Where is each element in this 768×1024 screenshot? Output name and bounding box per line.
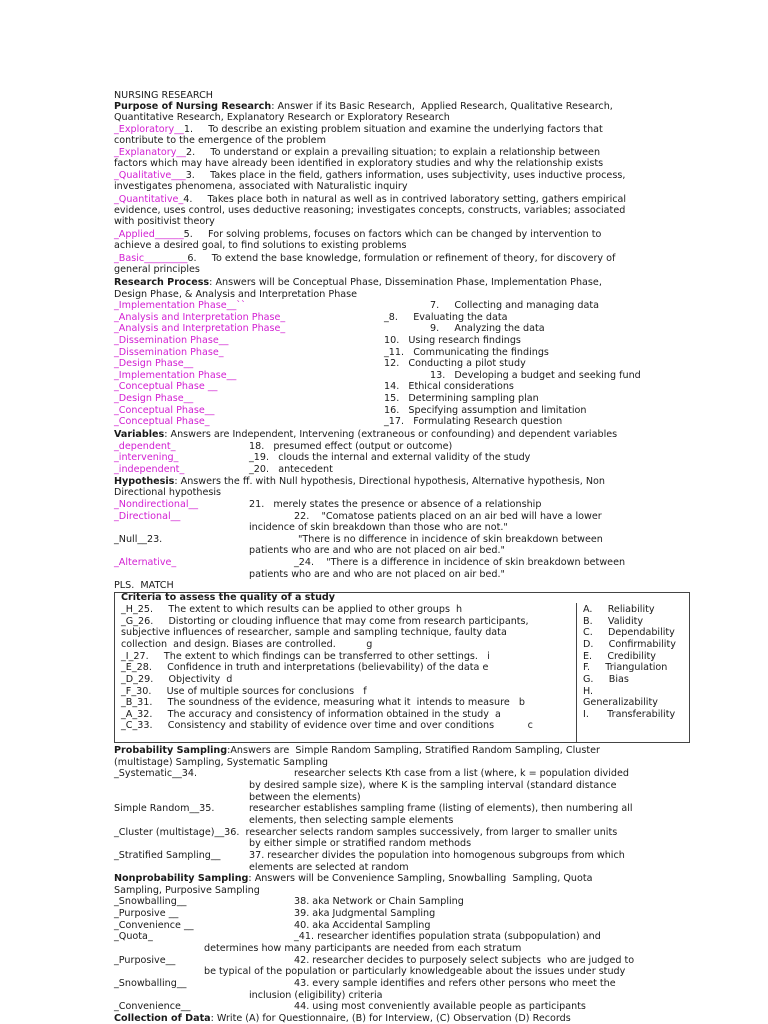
nonprobability-statement-cont: inclusion (eligibility) criteria bbox=[249, 990, 383, 1001]
process-statement: 7. Collecting and managing data bbox=[430, 300, 599, 311]
purpose-item-5-cont: achieve a desired goal, to find solutions to existing problems bbox=[114, 240, 407, 251]
nonprobability-answer: _Purposive __ bbox=[114, 908, 179, 919]
probability-statement-cont: between the elements) bbox=[249, 792, 361, 803]
criteria-option: I. Transferability bbox=[583, 709, 676, 720]
nonprobability-answer: _Purposive__ bbox=[114, 955, 176, 966]
nonprobability-statement: 44. using most conveniently available people as participants bbox=[294, 1001, 586, 1012]
process-statement: 13. Developing a budget and seeking fund bbox=[430, 370, 641, 381]
nonprobability-answer: _Snowballing__ bbox=[114, 978, 187, 989]
criteria-option: A. Reliability bbox=[583, 604, 655, 615]
collection-instruction: Collection of Data: Write (A) for Questionnaire, (B) for Interview, (C) Observation (D) Records bbox=[114, 1013, 571, 1024]
nonprobability-statement: 39. aka Judgmental Sampling bbox=[294, 908, 436, 919]
variables-statement: _20. antecedent bbox=[249, 464, 333, 475]
purpose-item-6: _Basic_________6. To extend the base knowledge, formulation or refinement of theory, for discovery of bbox=[114, 253, 616, 264]
variables-statement: _19. clouds the internal and external validity of the study bbox=[249, 452, 531, 463]
nonprobability-statement-cont: be typical of the population or particularly knowledgeable about the issues under study bbox=[204, 966, 626, 977]
purpose-item-3: _Qualitative___3. Takes place in the field, gathers information, uses subjectivity, uses inductive process, bbox=[114, 170, 626, 181]
probability-answer: _Stratified Sampling__ bbox=[114, 850, 221, 861]
nonprobability-statement-cont: determines how many participants are needed from each stratum bbox=[204, 943, 522, 954]
hypothesis-statement: "There is no difference in incidence of skin breakdown between bbox=[298, 534, 603, 545]
purpose-item-4-cont: evidence, uses control, uses deductive reasoning; investigates concepts, constructs, variables; associated bbox=[114, 205, 626, 216]
variables-answer: _intervening_ bbox=[114, 452, 179, 463]
purpose-instruction-line-2: Quantitative Research, Explanatory Research or Exploratory Research bbox=[114, 112, 450, 123]
hypothesis-statement: 21. merely states the presence or absence of a relationship bbox=[249, 499, 542, 510]
criteria-row: _E_28. Confidence in truth and interpretations (believability) of the data e bbox=[121, 662, 489, 673]
criteria-divider bbox=[576, 603, 577, 743]
variables-answer: _dependent_ bbox=[114, 441, 176, 452]
purpose-instruction: Purpose of Nursing Research: Answer if its Basic Research, Applied Research, Qualitative Research, bbox=[114, 101, 613, 112]
process-statement: _11. Communicating the findings bbox=[384, 347, 549, 358]
variables-statement: 18. presumed effect (output or outcome) bbox=[249, 441, 453, 452]
criteria-option: C. Dependability bbox=[583, 627, 675, 638]
criteria-option: G. Bias bbox=[583, 674, 629, 685]
criteria-option: Generalizability bbox=[583, 697, 658, 708]
purpose-item-2: _Explanatory__2. To understand or explain a prevailing situation; to explain a relationship between bbox=[114, 147, 601, 158]
process-answer: _Dissemination Phase_ bbox=[114, 347, 224, 358]
document-title: NURSING RESEARCH bbox=[114, 90, 213, 101]
hypothesis-heading: Hypothesis bbox=[114, 476, 175, 487]
process-instruction: Research Process: Answers will be Conceptual Phase, Dissemination Phase, Implementation Phase, bbox=[114, 277, 602, 288]
nonprobability-statement: 43. every sample identifies and refers other persons who meet the bbox=[294, 978, 616, 989]
hypothesis-instruction-line-2: Directional hypothesis bbox=[114, 487, 222, 498]
nonprobability-heading: Nonprobability Sampling bbox=[114, 873, 249, 884]
process-answer: _Analysis and Interpretation Phase_ bbox=[114, 323, 286, 334]
purpose-heading: Purpose of Nursing Research bbox=[114, 101, 272, 112]
probability-statement-cont: elements are selected at random bbox=[249, 862, 409, 873]
nonprobability-answer: _Quota_ bbox=[114, 931, 153, 942]
criteria-option: E. Credibility bbox=[583, 651, 656, 662]
nonprobability-answer: _Convenience__ bbox=[114, 1001, 191, 1012]
probability-answer: Simple Random__35. bbox=[114, 803, 215, 814]
nonprobability-statement: 40. aka Accidental Sampling bbox=[294, 920, 431, 931]
process-heading: Research Process bbox=[114, 277, 210, 288]
criteria-option: H. bbox=[583, 686, 594, 697]
criteria-row: _I_27. The extent to which findings can be transferred to other settings. i bbox=[121, 651, 490, 662]
probability-instruction-line-2: (multistage) Sampling, Systematic Sampling bbox=[114, 757, 328, 768]
variables-answer: _independent_ bbox=[114, 464, 185, 475]
process-statement: 10. Using research findings bbox=[384, 335, 521, 346]
process-answer: _Design Phase__ bbox=[114, 358, 194, 369]
process-answer: _Conceptual Phase __ bbox=[114, 381, 218, 392]
probability-statement-cont: elements, then selecting sample elements bbox=[249, 815, 454, 826]
hypothesis-answer: _Directional__ bbox=[114, 511, 181, 522]
answer-text: _Quantitative_ bbox=[114, 194, 184, 205]
nonprobability-answer: _Convenience __ bbox=[114, 920, 194, 931]
probability-statement: researcher selects Kth case from a list (where, k = population divided bbox=[294, 768, 629, 779]
process-statement: _17. Formulating Research question bbox=[384, 416, 563, 427]
criteria-row: _F_30. Use of multiple sources for conclusions f bbox=[121, 686, 367, 697]
process-statement: 15. Determining sampling plan bbox=[384, 393, 539, 404]
criteria-row: _B_31. The soundness of the evidence, measuring what it intends to measure b bbox=[121, 697, 525, 708]
probability-statement: researcher establishes sampling frame (listing of elements), then numbering all bbox=[249, 803, 633, 814]
process-statement: 9. Analyzing the data bbox=[430, 323, 545, 334]
answer-text: _Applied______ bbox=[114, 229, 184, 240]
criteria-row: _A_32. The accuracy and consistency of information obtained in the study a bbox=[121, 709, 501, 720]
process-answer: _Dissemination Phase__ bbox=[114, 335, 229, 346]
answer-text: _Explanatory__ bbox=[114, 147, 186, 158]
process-statement: _8. Evaluating the data bbox=[384, 312, 508, 323]
process-statement: 16. Specifying assumption and limitation bbox=[384, 405, 587, 416]
hypothesis-instruction: Hypothesis: Answers the ff. with Null hypothesis, Directional hypothesis, Alternative hypothesis, Non bbox=[114, 476, 605, 487]
hypothesis-statement-cont: patients who are and who are not placed on air bed." bbox=[249, 545, 505, 556]
hypothesis-statement: _24. "There is a difference in incidence of skin breakdown between bbox=[294, 557, 626, 568]
probability-answer: _Systematic__34. bbox=[114, 768, 198, 779]
process-answer: _Conceptual Phase__ bbox=[114, 405, 215, 416]
criteria-option: B. Validity bbox=[583, 616, 644, 627]
answer-text: _Exploratory__ bbox=[114, 124, 184, 135]
process-answer: _Implementation Phase__ bbox=[114, 370, 237, 381]
purpose-item-1: _Exploratory__1. To describe an existing problem situation and examine the underlying factors that bbox=[114, 124, 603, 135]
purpose-item-3-cont: investigates phenomena, associated with Naturalistic inquiry bbox=[114, 181, 408, 192]
hypothesis-answer: _Nondirectional__ bbox=[114, 499, 199, 510]
probability-statement-cont: by either simple or stratified random methods bbox=[249, 838, 472, 849]
criteria-row: _G_26. Distorting or clouding influence that may come from research participants, bbox=[121, 616, 529, 627]
hypothesis-answer: _Alternative_ bbox=[114, 557, 177, 568]
hypothesis-statement-cont: patients who are and who are not placed on air bed." bbox=[249, 569, 505, 580]
purpose-item-5: _Applied______5. For solving problems, focuses on factors which can be changed by intervention to bbox=[114, 229, 602, 240]
variables-heading: Variables bbox=[114, 429, 165, 440]
criteria-row: _D_29. Objectivity d bbox=[121, 674, 233, 685]
purpose-item-4: _Quantitative_4. Takes place both in natural as well as in contrived laboratory setting, gathers empirical bbox=[114, 194, 627, 205]
probability-instruction: Probability Sampling:Answers are Simple Random Sampling, Stratified Random Sampling, Cluster bbox=[114, 745, 600, 756]
purpose-item-1-cont: contribute to the emergence of the problem bbox=[114, 135, 326, 146]
probability-answer: _Cluster (multistage)__36. researcher selects random samples successively, from larger to smaller units bbox=[114, 827, 618, 838]
hypothesis-statement: 22. "Comatose patients placed on an air bed will have a lower bbox=[294, 511, 602, 522]
nonprobability-statement: 38. aka Network or Chain Sampling bbox=[294, 896, 464, 907]
criteria-row: subjective influences of researcher, sample and sampling technique, faulty data bbox=[121, 627, 507, 638]
criteria-option: F. Triangulation bbox=[583, 662, 668, 673]
answer-text: _Basic_________ bbox=[114, 253, 188, 264]
answer-text: _Qualitative___ bbox=[114, 170, 186, 181]
process-instruction-line-2: Design Phase, & Analysis and Interpretation Phase bbox=[114, 289, 358, 300]
process-answer: _Analysis and Interpretation Phase_ bbox=[114, 312, 286, 323]
criteria-heading: Criteria to assess the quality of a study bbox=[121, 592, 336, 603]
variables-instruction: Variables: Answers are Independent, Intervening (extraneous or confounding) and dependent variables bbox=[114, 429, 618, 440]
criteria-row: _H_25. The extent to which results can be applied to other groups h bbox=[121, 604, 463, 615]
probability-statement: 37. researcher divides the population into homogenous subgroups from which bbox=[249, 850, 625, 861]
nonprobability-statement: 42. researcher decides to purposely select subjects who are judged to bbox=[294, 955, 635, 966]
process-statement: 14. Ethical considerations bbox=[384, 381, 514, 392]
process-answer: _Implementation Phase__`` bbox=[114, 300, 246, 311]
nonprobability-answer: _Snowballing__ bbox=[114, 896, 187, 907]
nonprobability-statement: _41. researcher identifies population strata (subpopulation) and bbox=[294, 931, 601, 942]
purpose-item-4-cont-2: with positivist theory bbox=[114, 216, 215, 227]
criteria-row: collection and design. Biases are controlled. g bbox=[121, 639, 373, 650]
nonprobability-instruction-line-2: Sampling, Purposive Sampling bbox=[114, 885, 260, 896]
collection-heading: Collection of Data bbox=[114, 1013, 211, 1024]
process-answer: _Conceptual Phase_ bbox=[114, 416, 210, 427]
probability-statement-cont: by desired sample size), where K is the sampling interval (standard distance bbox=[249, 780, 617, 791]
process-answer: _Design Phase__ bbox=[114, 393, 194, 404]
probability-heading: Probability Sampling bbox=[114, 745, 228, 756]
hypothesis-answer: _Null__23. bbox=[114, 534, 163, 545]
criteria-option: D. Confirmability bbox=[583, 639, 676, 650]
nonprobability-instruction: Nonprobability Sampling: Answers will be Convenience Sampling, Snowballing Sampling, Quota bbox=[114, 873, 593, 884]
process-statement: 12. Conducting a pilot study bbox=[384, 358, 526, 369]
purpose-item-6-cont: general principles bbox=[114, 264, 200, 275]
purpose-item-2-cont: factors which may have already been identified in exploratory studies and why the relationship exists bbox=[114, 158, 604, 169]
match-label: PLS. MATCH bbox=[114, 580, 174, 591]
criteria-row: _C_33. Consistency and stability of evidence over time and over conditions c bbox=[121, 720, 533, 731]
hypothesis-statement-cont: incidence of skin breakdown than those who are not." bbox=[249, 522, 508, 533]
